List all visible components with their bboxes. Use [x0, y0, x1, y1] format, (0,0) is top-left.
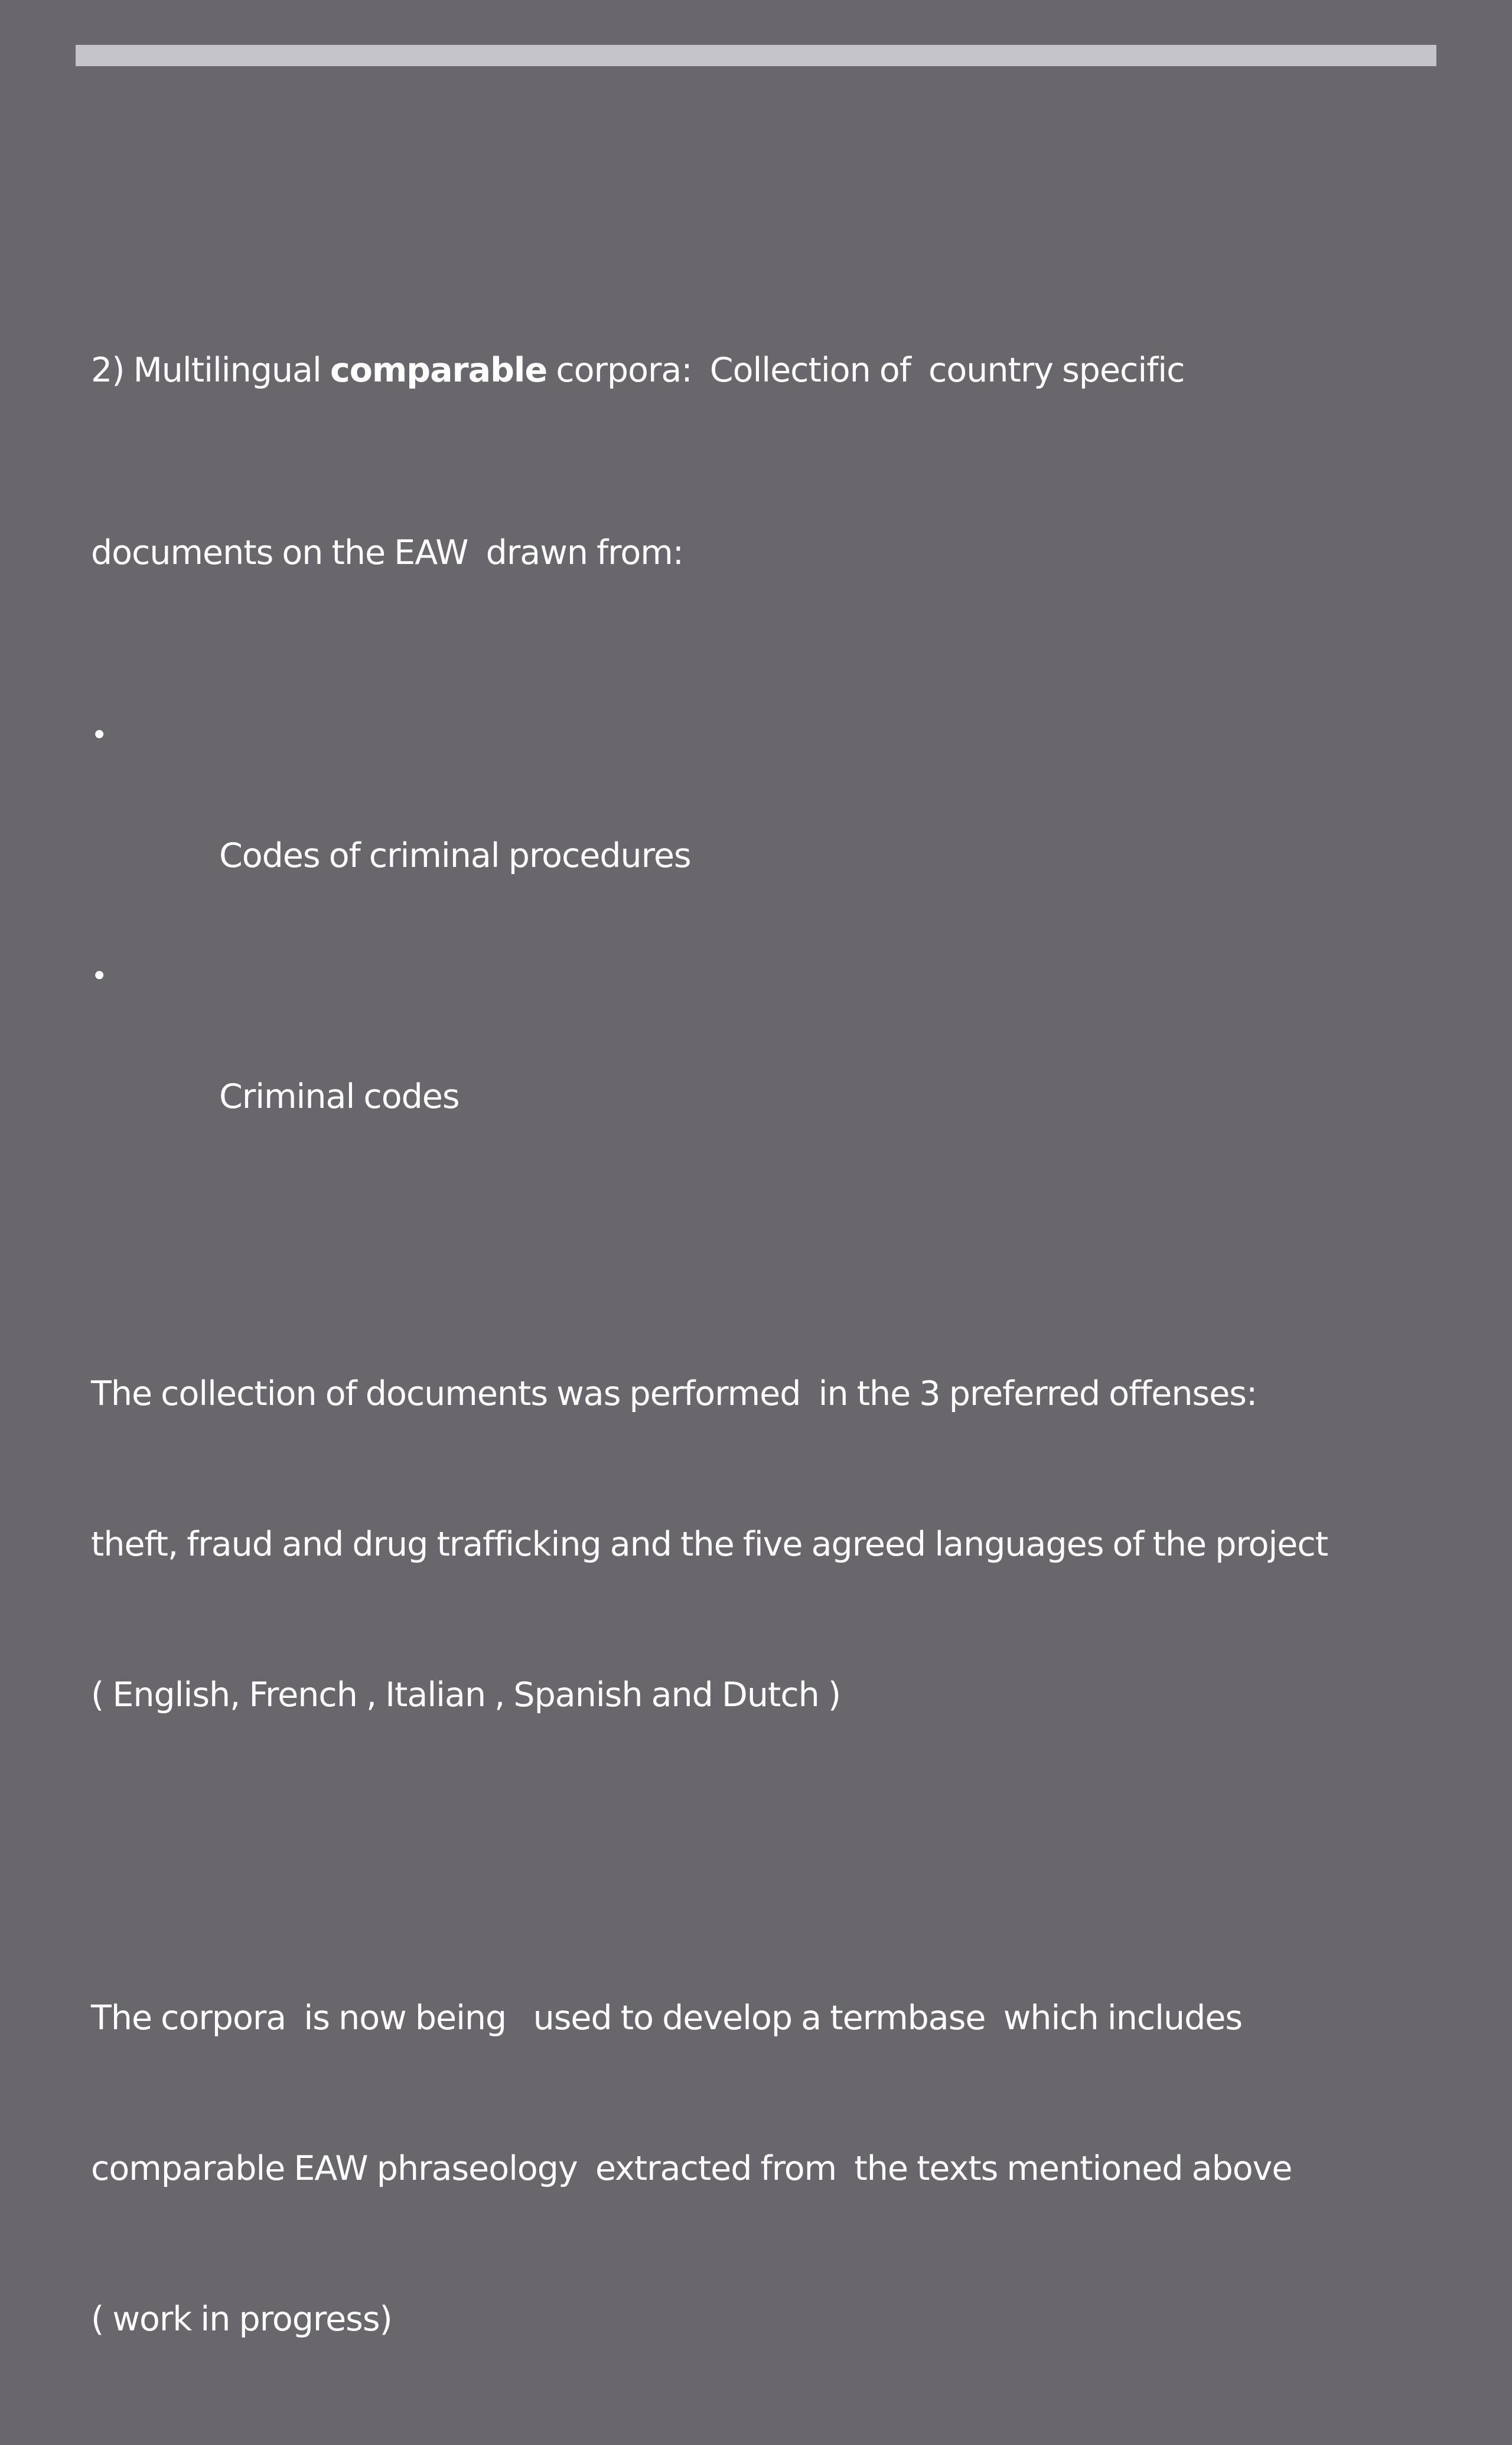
- termbase-line: The corpora is now being used to develop a termbase which includes: [91, 1999, 1243, 2037]
- list-item-label: Criminal codes: [219, 1077, 460, 1116]
- collection-line: The collection of documents was performed in the 3 preferred offenses:: [91, 1374, 1257, 1413]
- bullet-icon: •: [91, 960, 107, 993]
- collection-line: theft, fraud and drug trafficking and the five agreed languages of the project: [91, 1525, 1328, 1564]
- slide-content: [91, 219, 1449, 2445]
- intro-line-1-prefix: 2) Multilingual: [91, 351, 330, 390]
- source-list: [91, 705, 1449, 1187]
- collection-line: ( English, French , Italian , Spanish and Dutch ): [91, 1675, 841, 1714]
- intro-line-2: documents on the EAW drawn from:: [91, 533, 683, 572]
- list-item: [91, 705, 1449, 946]
- collection-paragraph: [91, 1269, 1449, 1821]
- intro-line-1: [91, 340, 1449, 401]
- list-item-label: Codes of criminal procedures: [219, 836, 691, 875]
- top-accent-bar: [76, 45, 1436, 66]
- list-item: [91, 946, 1449, 1187]
- termbase-line: comparable EAW phraseology extracted from the texts mentioned above: [91, 2149, 1292, 2188]
- intro-line-1-bold: comparable: [330, 351, 548, 390]
- termbase-paragraph: [91, 1893, 1449, 2445]
- termbase-line: ( work in progress): [91, 2300, 392, 2339]
- intro-line-1-suffix: corpora: Collection of country specific: [547, 351, 1185, 390]
- intro-paragraph: [91, 219, 1449, 705]
- bullet-icon: •: [91, 719, 107, 752]
